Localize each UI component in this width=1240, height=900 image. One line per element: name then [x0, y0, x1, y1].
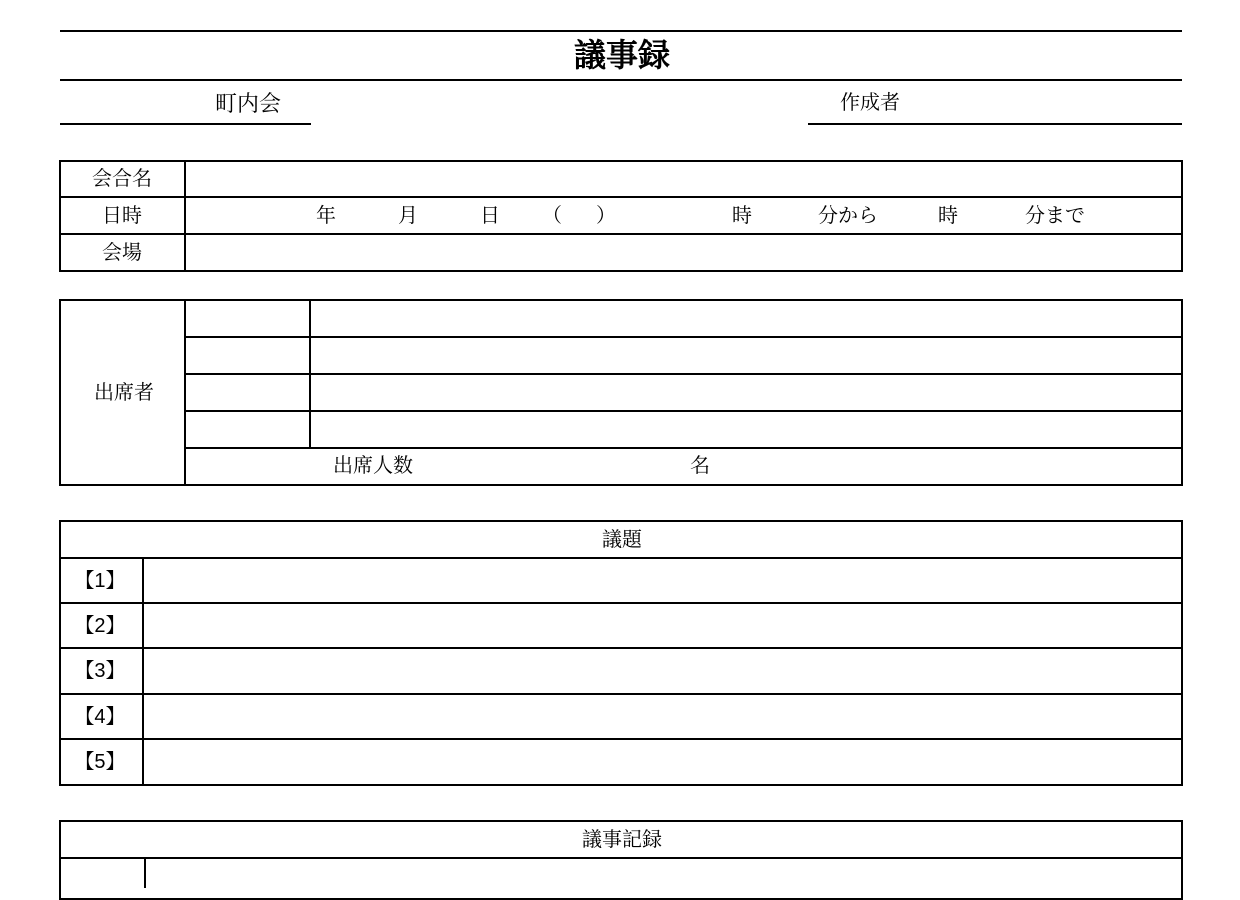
col-divider [142, 558, 144, 785]
row-divider [185, 447, 1182, 449]
meeting-name-label: 会合名 [92, 168, 152, 190]
end-minute-label: 分まで [1025, 205, 1085, 227]
venue-label: 会場 [102, 242, 142, 264]
title-rule [60, 79, 1182, 81]
agenda-item-label: 【5】 [74, 751, 126, 773]
agenda-header: 議題 [602, 529, 642, 551]
start-minute-label: 分から [818, 205, 878, 227]
start-hour-label: 時 [732, 205, 752, 227]
association-label: 町内会 [214, 91, 282, 116]
page-title: 議事録 [573, 37, 671, 73]
attendees-label: 出席者 [94, 382, 154, 404]
year-label: 年 [316, 205, 336, 227]
attendee-count-label: 出席人数 [333, 455, 413, 477]
end-hour-label: 時 [938, 205, 958, 227]
weekday-close: ） [596, 205, 616, 227]
row-divider [60, 857, 1182, 859]
col-divider [184, 300, 186, 485]
row-divider [185, 336, 1182, 338]
agenda-item-label: 【1】 [74, 570, 126, 592]
row-divider [185, 410, 1182, 412]
minutes-header: 議事記録 [582, 829, 662, 851]
agenda-item-label: 【2】 [74, 615, 126, 637]
row-divider [60, 196, 1182, 198]
author-label: 作成者 [840, 92, 900, 114]
author-field[interactable] [808, 123, 1182, 125]
row-divider [60, 602, 1182, 604]
attendees-table [59, 299, 1183, 486]
row-divider [60, 738, 1182, 740]
agenda-table [59, 520, 1183, 786]
agenda-item-label: 【4】 [74, 706, 126, 728]
row-divider [60, 693, 1182, 695]
agenda-item-label: 【3】 [74, 660, 126, 682]
col-divider [144, 858, 146, 888]
attendee-count-unit: 名 [690, 455, 710, 477]
month-label: 月 [398, 205, 418, 227]
row-divider [60, 647, 1182, 649]
meeting-name-field[interactable] [186, 162, 1180, 196]
association-field[interactable] [60, 123, 311, 125]
row-divider [60, 557, 1182, 559]
day-label: 日 [480, 205, 500, 227]
row-divider [185, 373, 1182, 375]
venue-field[interactable] [186, 235, 1180, 269]
top-rule [60, 30, 1182, 32]
datetime-label: 日時 [102, 205, 142, 227]
weekday-open: （ [542, 205, 562, 227]
